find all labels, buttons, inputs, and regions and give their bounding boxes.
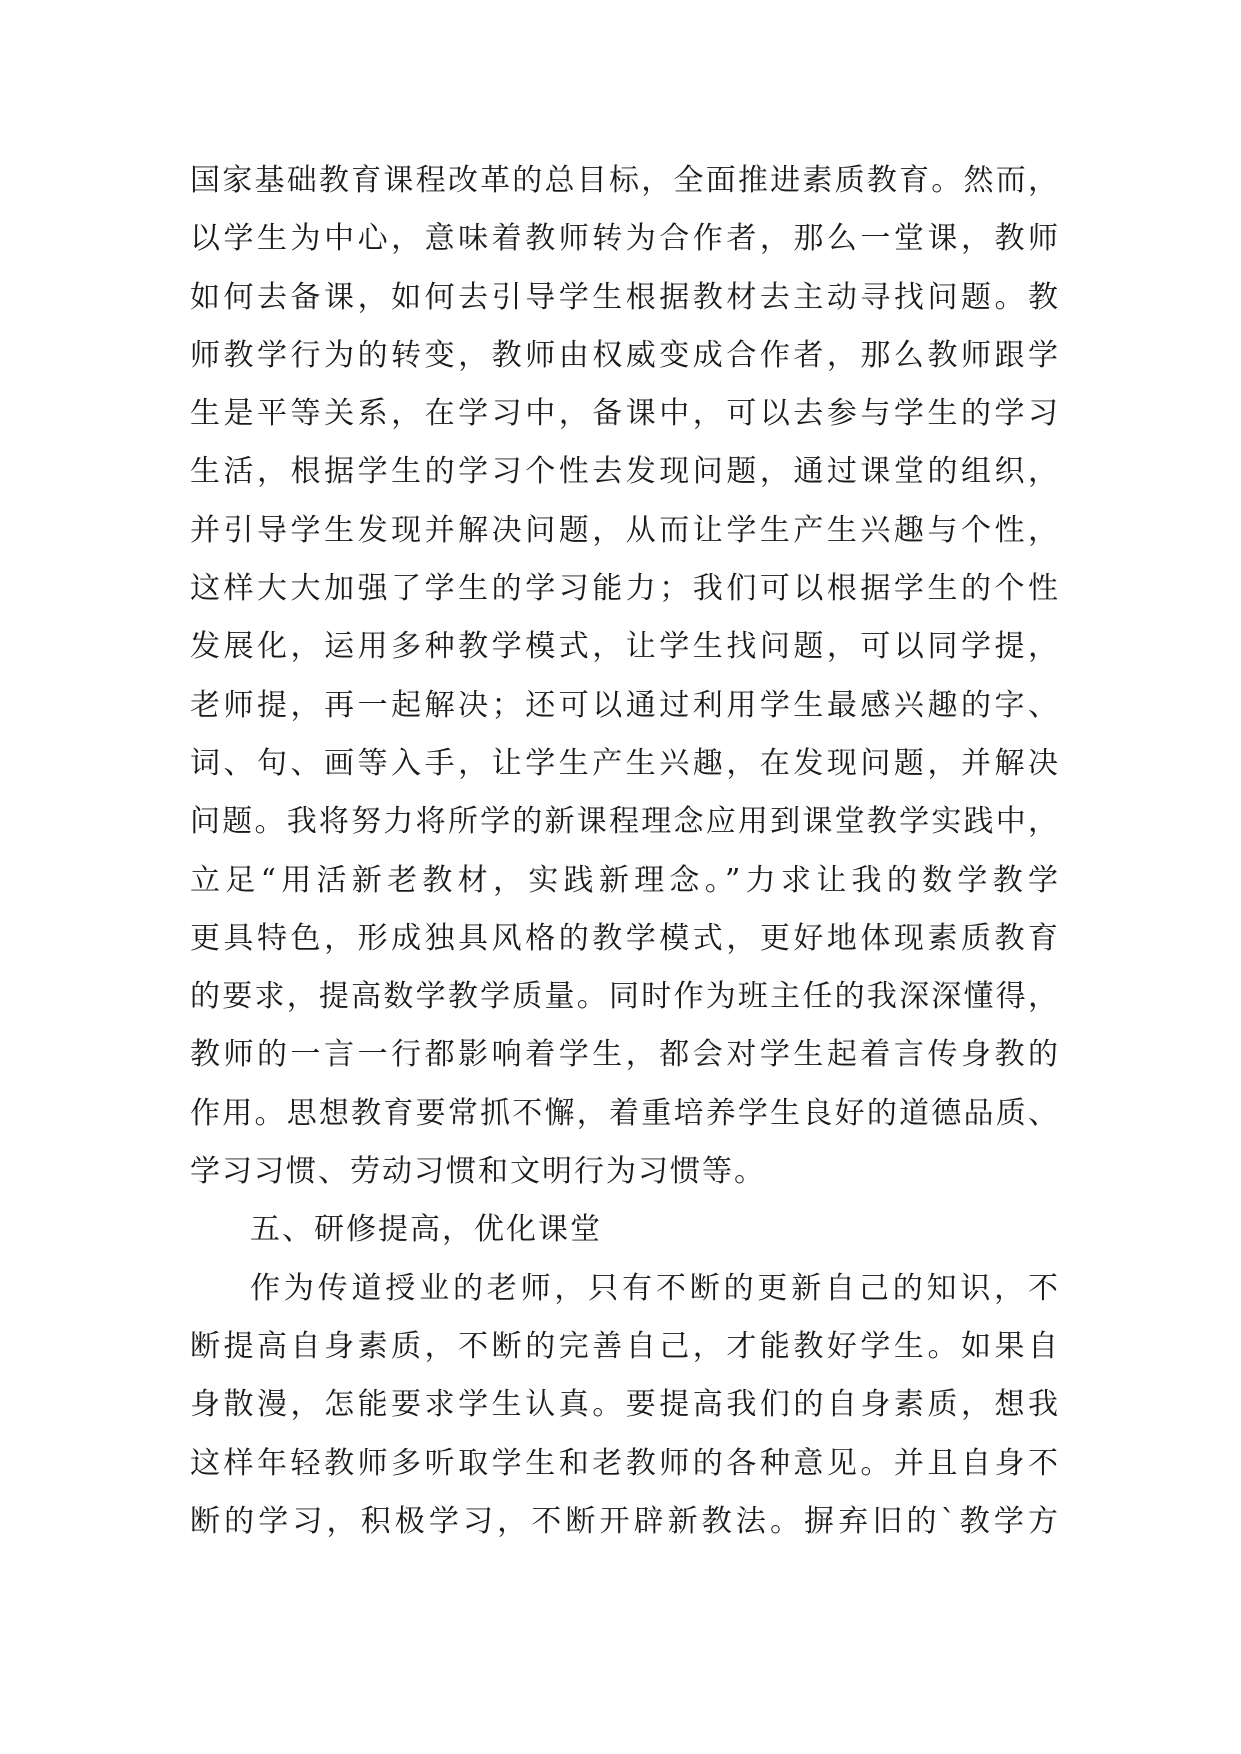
text-line: 学习习惯、劳动习惯和文明行为习惯等。 [190, 1154, 766, 1190]
text-line: 教师的一言一行都影响着学生，都会对学生起着言传身教的 [190, 1037, 1060, 1073]
text-line: 老师提，再一起解决；还可以通过利用学生最感兴趣的字、 [190, 687, 1060, 723]
text-line: 生活，根据学生的学习个性去发现问题，通过课堂的组织， [190, 454, 1060, 490]
text-line: 作为传道授业的老师，只有不断的更新自己的知识，不 [250, 1270, 1060, 1306]
text-line: 立足“用活新老教材，实践新理念。”力求让我的数学教学 [190, 862, 1060, 898]
text-line: 这样大大加强了学生的学习能力；我们可以根据学生的个性 [190, 571, 1060, 607]
document-body [190, 152, 1060, 1551]
text-line: 问题。我将努力将所学的新课程理念应用到课堂教学实践中， [190, 804, 1060, 840]
text-line: 断提高自身素质，不断的完善自己，才能教好学生。如果自 [190, 1328, 1060, 1364]
text-line: 更具特色，形成独具风格的教学模式，更好地体现素质教育 [190, 920, 1060, 956]
text-line: 如何去备课，如何去引导学生根据教材去主动寻找问题。教 [190, 279, 1060, 315]
text-line: 并引导学生发现并解决问题，从而让学生产生兴趣与个性， [190, 512, 1060, 548]
text-line: 词、句、画等入手，让学生产生兴趣，在发现问题，并解决 [190, 745, 1060, 781]
text-line: 以学生为中心，意味着教师转为合作者，那么一堂课，教师 [190, 221, 1060, 257]
text-line: 作用。思想教育要常抓不懈，着重培养学生良好的道德品质、 [190, 1095, 1060, 1131]
section-heading: 五、研修提高，优化课堂 [250, 1212, 602, 1248]
text-line: 这样年轻教师多听取学生和老教师的各种意见。并且自身不 [190, 1445, 1060, 1481]
text-line: 断的学习，积极学习，不断开辟新教法。摒弃旧的`教学方 [190, 1503, 1060, 1539]
text-line: 国家基础教育课程改革的总目标，全面推进素质教育。然而， [190, 163, 1060, 198]
paragraph-2 [190, 1260, 1060, 1551]
text-line: 的要求，提高数学教学质量。同时作为班主任的我深深懂得， [190, 979, 1060, 1015]
paragraph-1 [190, 152, 1060, 1201]
text-line: 生是平等关系，在学习中，备课中，可以去参与学生的学习 [190, 396, 1060, 432]
text-line: 身散漫，怎能要求学生认真。要提高我们的自身素质，想我 [190, 1387, 1060, 1423]
text-line: 师教学行为的转变，教师由权威变成合作者，那么教师跟学 [190, 337, 1060, 373]
text-line: 发展化，运用多种教学模式，让学生找问题，可以同学提， [190, 629, 1060, 665]
